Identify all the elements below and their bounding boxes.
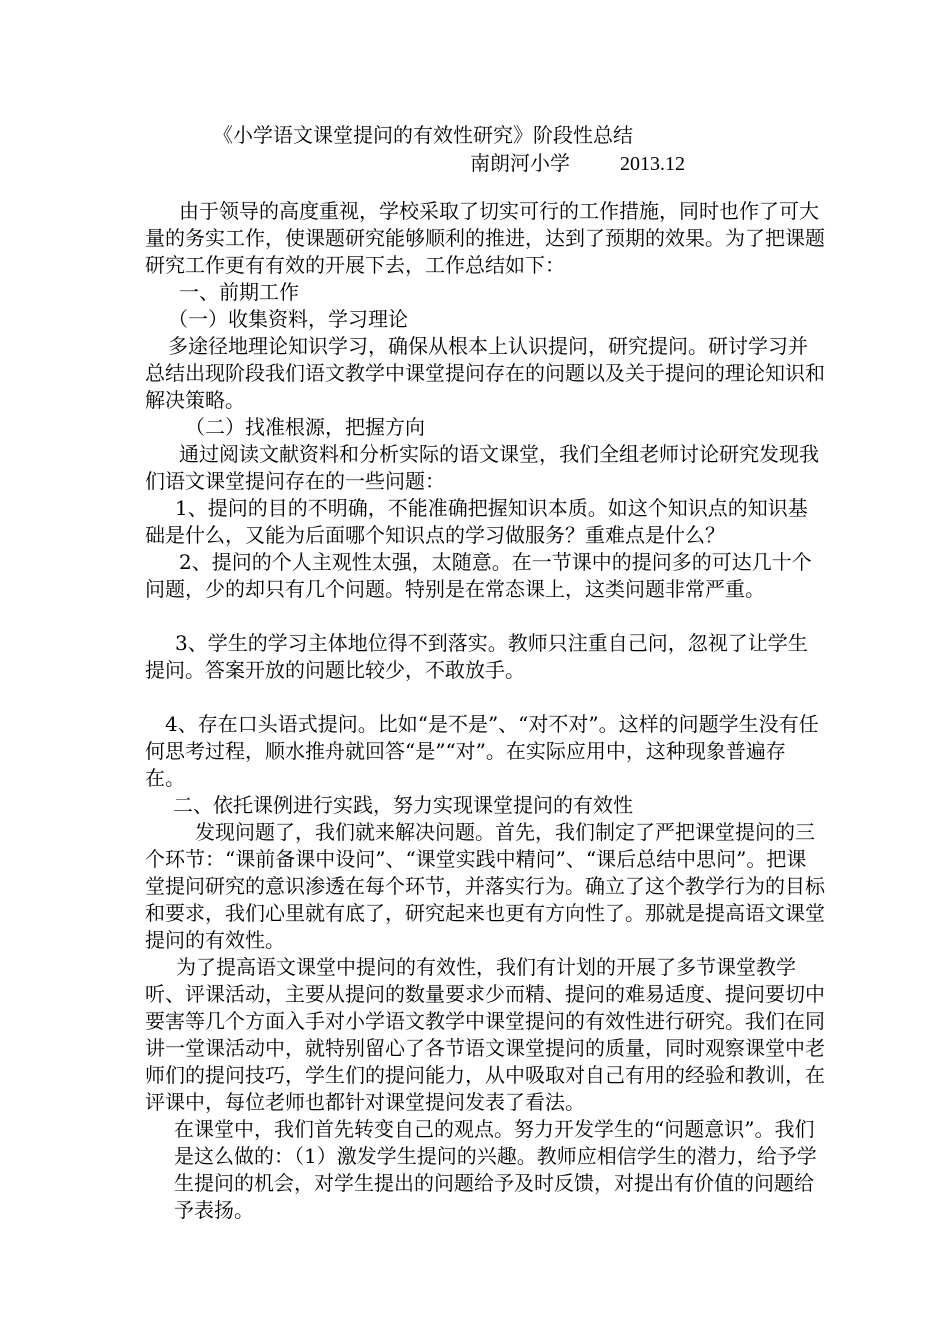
document-byline: [470, 149, 685, 178]
document-body: [145, 198, 825, 1224]
subsection-heading-2: （二）找准根源，把握方向: [185, 415, 425, 439]
subsection-heading-1: （一）收集资料，学习理论: [168, 307, 408, 331]
paragraph-classroom: 在课堂中，我们首先转变自己的观点。努力开发学生的“问题意识”。我们是这么做的：（1）激发学生提问的兴趣。教师应相信学生的潜力，给予学生提问的机会，对学生提出的问题给予及时反馈，对提出有价值的问题给予表扬。: [174, 1117, 817, 1222]
problem-item-3: 3、学生的学习主体地位得不到落实。教师只注重自己问，忽视了让学生提问。答案开放的问题比较少，不敢放手。: [145, 631, 808, 682]
problem-item-2: 2、提问的个人主观性太强，太随意。在一节课中的提问多的可达几十个问题，少的却只有几个问题。特别是在常态课上，这类问题非常严重。: [145, 550, 812, 601]
paragraph-theory: 多途径地理论知识学习，确保从根本上认识提问，研究提问。研讨学习并总结出现阶段我们语文教学中课堂提问存在的问题以及关于提问的理论知识和解决策略。: [145, 334, 825, 412]
school-name: 南朗河小学: [470, 151, 570, 175]
problem-item-4: 4、存在口头语式提问。比如“是不是”、“对不对”。这样的问题学生没有任何思考过程，顺水推舟就回答“是”“对”。在实际应用中，这种现象普遍存在。: [145, 712, 819, 790]
section-heading-2: 二、依托课例进行实践，努力实现课堂提问的有效性: [173, 793, 633, 817]
blank-line: [145, 684, 825, 711]
problem-item-1: 1、提问的目的不明确，不能准确把握知识本质。如这个知识点的知识基础是什么，又能为后面哪个知识点的学习做服务？重难点是什么？: [145, 496, 808, 547]
paragraph-analysis: 通过阅读文献资料和分析实际的语文课堂，我们全组老师讨论研究发现我们语文课堂提问存在的一些问题：: [145, 442, 819, 493]
section-heading-1: 一、前期工作: [179, 280, 299, 304]
paragraph-observation: 为了提高语文课堂中提问的有效性，我们有计划的开展了多节课堂教学听、评课活动，主要从提问的数量要求少而精、提问的难易适度、提问要切中要害等几个方面入手对小学语文教学中课堂提问的有效性进行研究。我们在同讲一堂课活动中，就特别留心了各节语文课堂提问的质量，同时观察课堂中老师们的提问技巧，学生们的提问能力，从中吸取对自己有用的经验和教训，在评课中，每位老师也都针对课堂提问发表了看法。: [145, 955, 825, 1114]
paragraph-intro: 由于领导的高度重视，学校采取了切实可行的工作措施，同时也作了可大量的务实工作，使课题研究能够顺利的推进，达到了预期的效果。为了把课题研究工作更有有效的开展下去，工作总结如下：: [145, 199, 825, 277]
paragraph-practice: 发现问题了，我们就来解决问题。首先，我们制定了严把课堂提问的三个环节：“课前备课中设问”、“课堂实践中精问”、“课后总结中思问”。把课堂提问研究的意识渗透在每个环节，并落实行为。确立了这个教学行为的目标和要求，我们心里就有底了，研究起来也更有方向性了。那就是提高语文课堂提问的有效性。: [145, 820, 825, 952]
blank-line: [145, 603, 825, 630]
document-date: 2013.12: [620, 153, 685, 175]
document-title: 《小学语文课堂提问的有效性研究》阶段性总结: [213, 123, 633, 147]
